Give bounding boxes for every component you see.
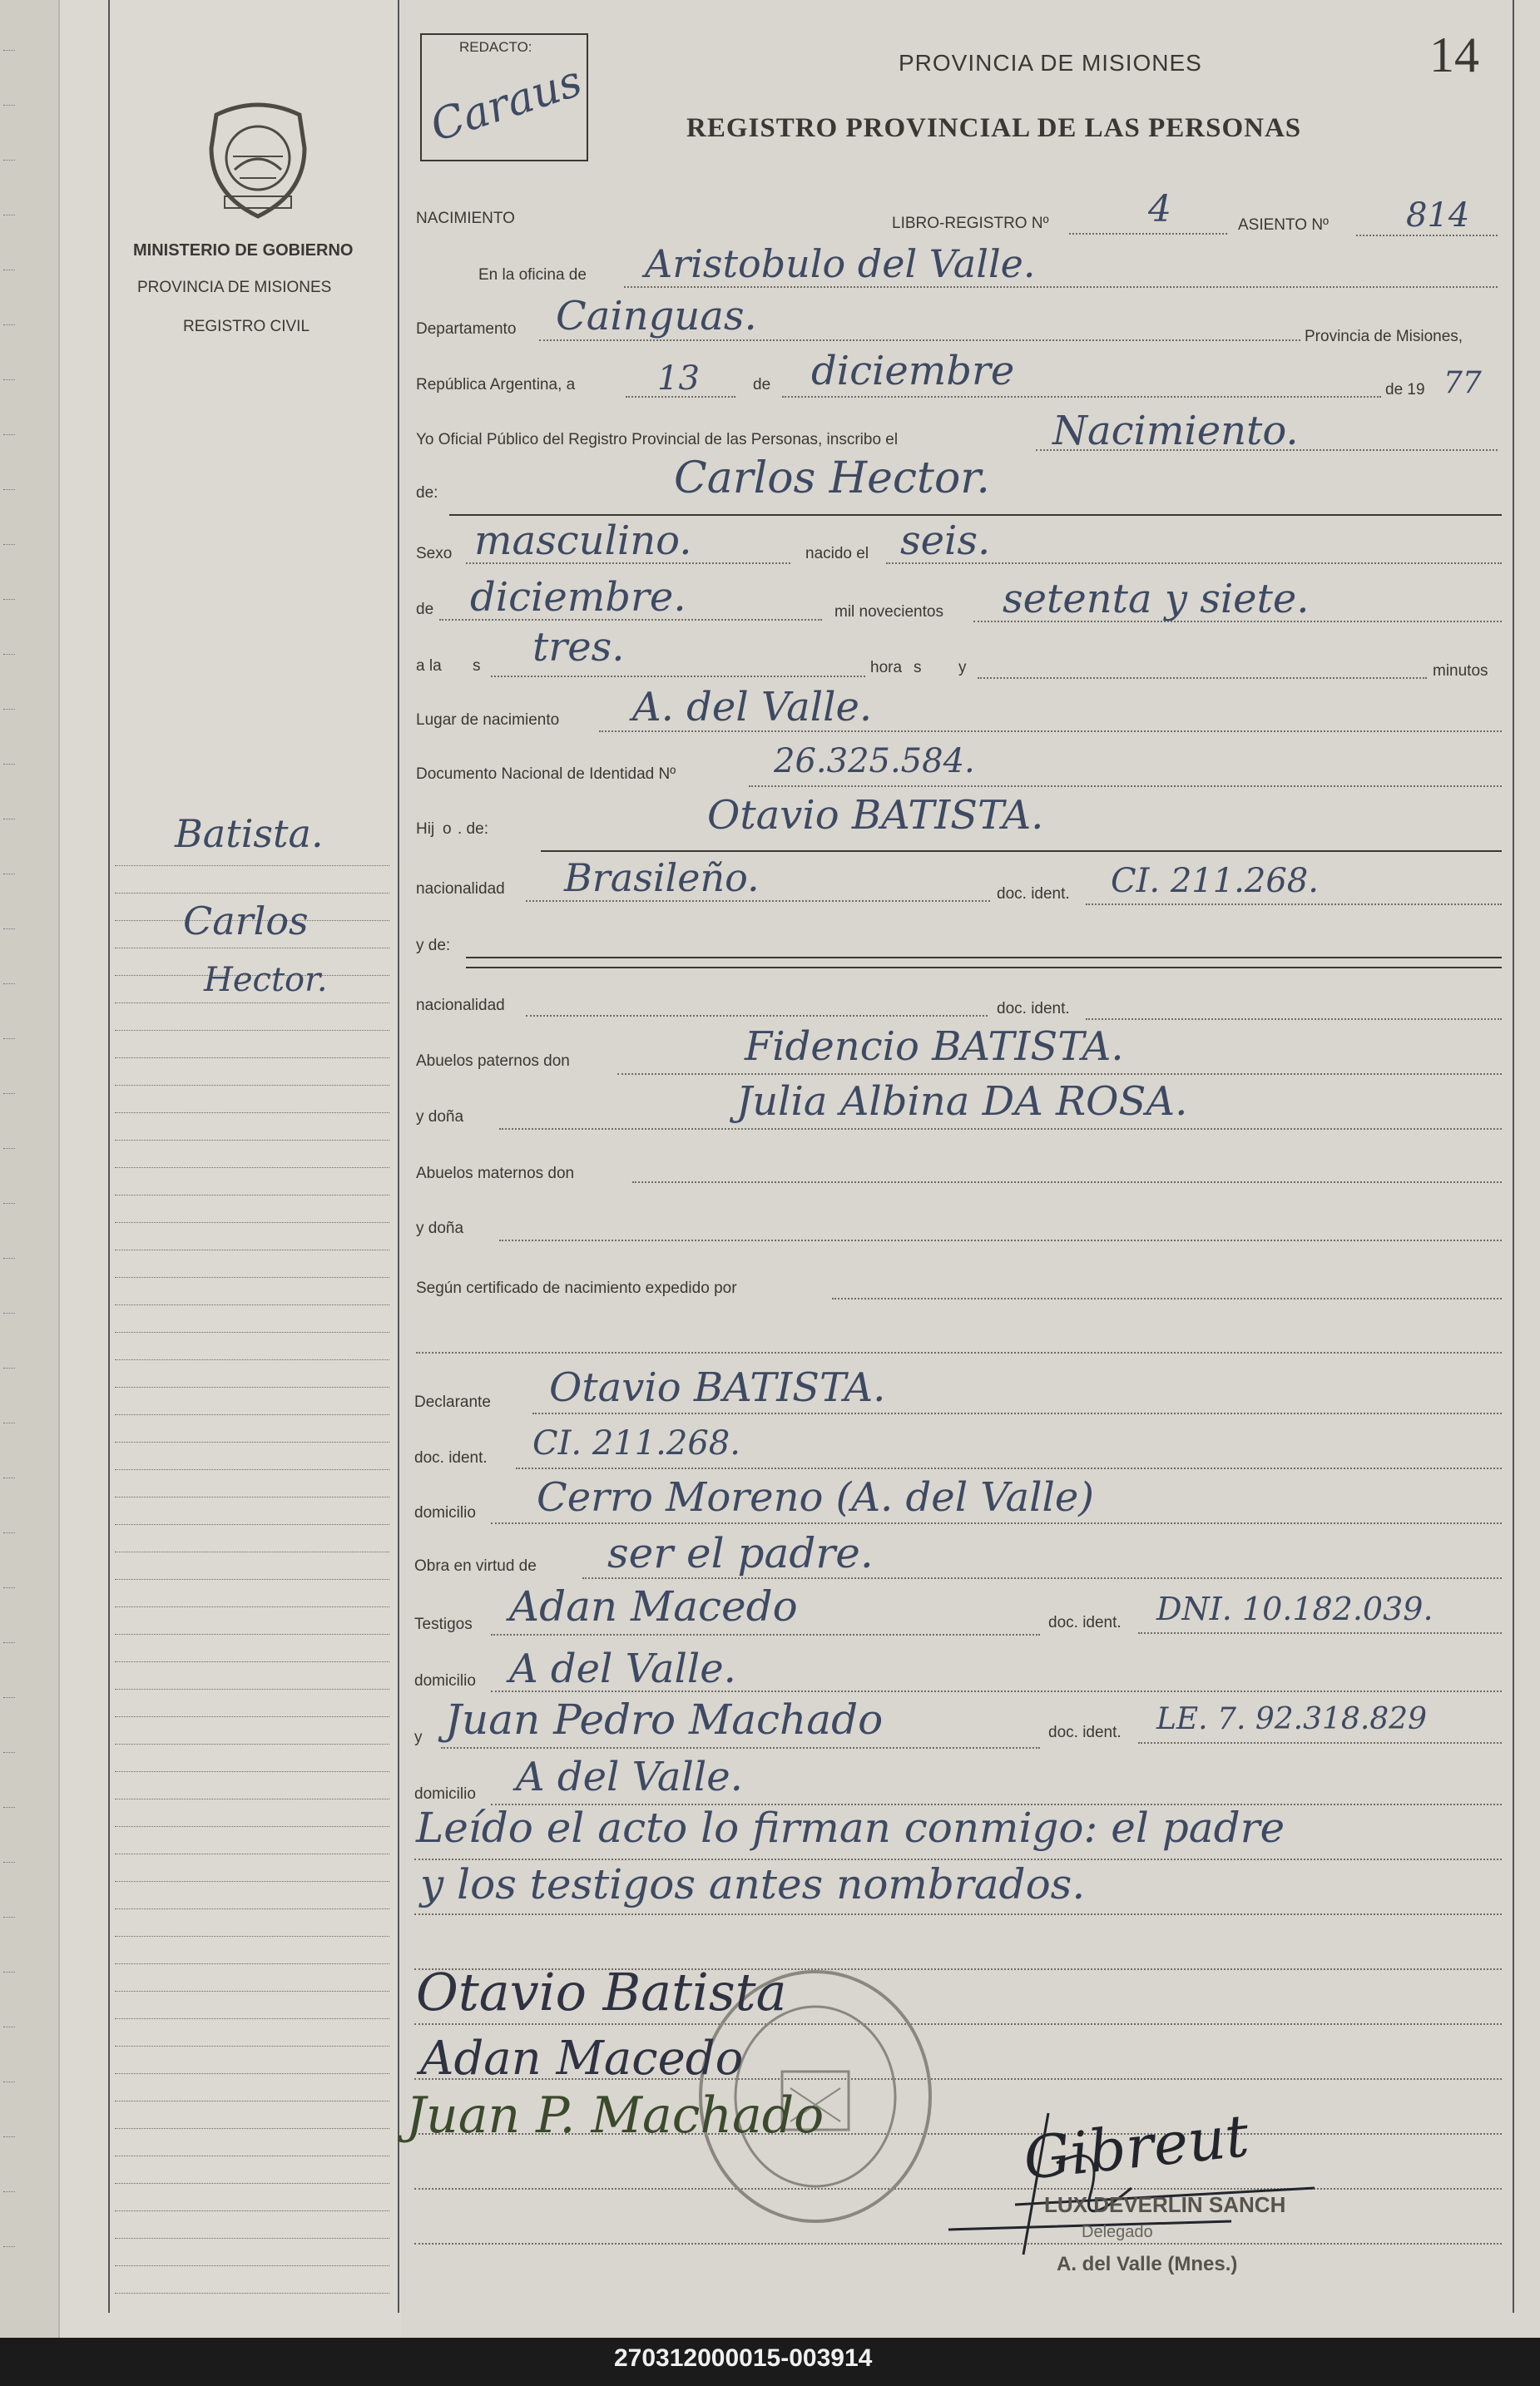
domicilio-label: domicilio bbox=[414, 1504, 476, 1522]
y2-label: y bbox=[414, 1729, 423, 1746]
nombre-value: Carlos Hector. bbox=[674, 453, 990, 503]
stub-rule bbox=[3, 1093, 15, 1094]
de3-label: de bbox=[416, 601, 434, 618]
margin-rule bbox=[115, 1442, 389, 1443]
document-id-footer: 270312000015-003914 bbox=[614, 2344, 873, 2372]
margin-rule bbox=[115, 1057, 389, 1058]
stamp-line-1: LUX DEVERLIN SANCH bbox=[1044, 2192, 1286, 2217]
margin-given-name-2: Hector. bbox=[204, 961, 328, 999]
stub-rule bbox=[3, 1642, 15, 1643]
declarante-value: Otavio BATISTA. bbox=[549, 1364, 886, 1411]
yde-label: y de: bbox=[416, 937, 451, 954]
civil-registry-label: REGISTRO CIVIL bbox=[183, 318, 310, 335]
official-signature-stroke-icon bbox=[915, 2063, 1331, 2280]
abuelos-mat-label: Abuelos maternos don bbox=[416, 1165, 575, 1182]
nacionalidad2-label: nacionalidad bbox=[416, 997, 505, 1014]
ydona-label: y doña bbox=[416, 1108, 464, 1126]
previous-page-edge bbox=[0, 0, 60, 2338]
dia-value: 13 bbox=[657, 359, 700, 398]
departamento-value: Cainguas. bbox=[556, 293, 757, 339]
margin-right-rule bbox=[398, 0, 399, 2313]
abuelos-pat-label: Abuelos paternos don bbox=[416, 1052, 570, 1070]
closing-line-1: Leído el acto lo firman conmigo: el padre bbox=[416, 1804, 1285, 1852]
signature-father: Otavio Batista bbox=[416, 1962, 787, 2022]
margin-rule bbox=[115, 2128, 389, 2129]
redacto-signature: Caraus bbox=[424, 56, 588, 152]
margin-rule bbox=[115, 893, 389, 894]
test2-doc-value: LE. 7. 92.318.829 bbox=[1156, 1702, 1427, 1736]
margin-rule bbox=[115, 1469, 389, 1470]
signature-witness-2: Juan P. Machado bbox=[406, 2087, 824, 2145]
margin-rule bbox=[115, 1826, 389, 1827]
margin-rule bbox=[115, 1524, 389, 1525]
hora-s: s bbox=[914, 659, 922, 676]
margin-rule bbox=[115, 2073, 389, 2074]
hijo-o: o bbox=[443, 820, 452, 838]
oficial-label: Yo Oficial Público del Registro Provincial de las Personas, inscribo el bbox=[416, 431, 899, 448]
signature-official: Gibreut bbox=[1020, 2101, 1252, 2193]
nacionalidad-label: nacionalidad bbox=[416, 880, 505, 898]
margin-rule bbox=[115, 1908, 389, 1909]
stub-rule bbox=[3, 1148, 15, 1149]
domicilio3-label: domicilio bbox=[414, 1785, 476, 1803]
closing-line-2: y los testigos antes nombrados. bbox=[420, 1860, 1086, 1908]
stub-rule bbox=[3, 1313, 15, 1314]
stub-rule bbox=[3, 1697, 15, 1698]
margin-rule bbox=[115, 1387, 389, 1388]
stub-rule bbox=[3, 1038, 15, 1039]
domicilio-value: Cerro Moreno (A. del Valle) bbox=[537, 1474, 1095, 1521]
margin-surname: Batista. bbox=[175, 811, 324, 856]
sexo-value: masculino. bbox=[474, 517, 692, 564]
doc-ident-label: doc. ident. bbox=[997, 885, 1070, 903]
provincia-label: Provincia de Misiones, bbox=[1305, 328, 1463, 345]
dni-label: Documento Nacional de Identidad Nº bbox=[416, 765, 676, 783]
ministry-label: MINISTERIO DE GOBIERNO bbox=[133, 241, 354, 260]
oficina-label: En la oficina de bbox=[478, 266, 587, 284]
stub-rule bbox=[3, 489, 15, 490]
stub-rule bbox=[3, 1862, 15, 1863]
obra-label: Obra en virtud de bbox=[414, 1557, 537, 1575]
padre-value: Otavio BATISTA. bbox=[707, 792, 1044, 839]
abuelo-pat-value: Fidencio BATISTA. bbox=[745, 1023, 1124, 1070]
signature-witness-1: Adan Macedo bbox=[420, 2032, 744, 2086]
anio-label: de 19 bbox=[1385, 381, 1425, 398]
stub-rule bbox=[3, 599, 15, 600]
nacimiento-label: NACIMIENTO bbox=[416, 210, 515, 227]
mes-value: diciembre bbox=[811, 348, 1015, 394]
certificado-label: Según certificado de nacimiento expedido por bbox=[416, 1280, 737, 1297]
margin-rule bbox=[115, 865, 389, 866]
stub-rule bbox=[3, 1972, 15, 1973]
y-label: y bbox=[958, 659, 967, 676]
margin-rule bbox=[115, 1332, 389, 1333]
margin-rule bbox=[115, 2018, 389, 2019]
margin-left-rule bbox=[108, 0, 110, 2313]
page-right-rule bbox=[1513, 0, 1514, 2313]
margin-rule bbox=[115, 1030, 389, 1031]
margin-rule bbox=[115, 2046, 389, 2047]
margin-rule bbox=[115, 1771, 389, 1772]
margin-rule bbox=[115, 1936, 389, 1937]
margin-rule bbox=[115, 1606, 389, 1607]
nacido-label: nacido el bbox=[805, 545, 869, 562]
stub-rule bbox=[3, 1258, 15, 1259]
decl-doc-value: CI. 211.268. bbox=[532, 1424, 740, 1463]
asiento-label: ASIENTO Nº bbox=[1238, 216, 1329, 234]
stub-rule bbox=[3, 983, 15, 984]
libro-label: LIBRO-REGISTRO Nº bbox=[892, 215, 1049, 232]
province-seal-icon bbox=[200, 98, 316, 223]
stub-rule bbox=[3, 709, 15, 710]
testigos-label: Testigos bbox=[414, 1616, 473, 1633]
margin-rule bbox=[115, 2183, 389, 2184]
stamp-line-2: Delegado bbox=[1082, 2223, 1153, 2241]
margin-rule bbox=[115, 1002, 389, 1003]
dni-value: 26.325.584. bbox=[774, 742, 975, 780]
hora-value: tres. bbox=[532, 624, 625, 671]
stub-rule bbox=[3, 1752, 15, 1753]
stub-rule bbox=[3, 1368, 15, 1369]
header-province: PROVINCIA DE MISIONES bbox=[899, 50, 1202, 76]
margin-rule bbox=[115, 2265, 389, 2266]
stub-rule bbox=[3, 324, 15, 325]
margin-rule bbox=[115, 1167, 389, 1168]
margin-rule bbox=[115, 1634, 389, 1635]
inscribo-value: Nacimiento. bbox=[1052, 408, 1299, 454]
hora-label: hora bbox=[870, 659, 903, 676]
test1-doc-label: doc. ident. bbox=[1048, 1614, 1122, 1631]
asiento-value: 814 bbox=[1406, 196, 1470, 235]
lugar-value: A. del Valle. bbox=[632, 684, 873, 730]
margin-rule bbox=[115, 1881, 389, 1882]
declarante-label: Declarante bbox=[414, 1393, 491, 1411]
margin-rule bbox=[115, 1085, 389, 1086]
de2-label: de: bbox=[416, 484, 438, 502]
oficina-value: Aristobulo del Valle. bbox=[645, 241, 1036, 286]
hijo-de: . de: bbox=[458, 820, 488, 838]
test1-doc-value: DNI. 10.182.039. bbox=[1156, 1591, 1434, 1627]
stub-rule bbox=[3, 379, 15, 380]
margin-rule bbox=[115, 1222, 389, 1223]
margin-rule bbox=[115, 2293, 389, 2294]
nacionalidad-value: Brasileño. bbox=[564, 855, 760, 900]
stub-rule bbox=[3, 1203, 15, 1204]
stub-rule bbox=[3, 2191, 15, 2192]
stub-rule bbox=[3, 1807, 15, 1808]
mil-label: mil novecientos bbox=[834, 603, 943, 621]
decl-doc-label: doc. ident. bbox=[414, 1449, 488, 1467]
libro-value: 4 bbox=[1148, 188, 1171, 230]
margin-rule bbox=[115, 1744, 389, 1745]
margin-rule bbox=[115, 1277, 389, 1278]
stub-rule bbox=[3, 2136, 15, 2137]
padre-doc: CI. 211.268. bbox=[1111, 862, 1319, 900]
margin-rule bbox=[115, 1579, 389, 1580]
anio-nac-value: setenta y siete. bbox=[1003, 576, 1310, 622]
margin-rule bbox=[115, 1991, 389, 1992]
republica-label: República Argentina, a bbox=[416, 376, 576, 394]
stub-rule bbox=[3, 764, 15, 765]
margin-given-name: Carlos bbox=[183, 898, 309, 943]
doc-ident2-label: doc. ident. bbox=[997, 1000, 1070, 1017]
margin-rule bbox=[115, 1689, 389, 1690]
mes-nac-value: diciembre. bbox=[470, 574, 686, 621]
domicilio3-value: A del Valle. bbox=[516, 1754, 743, 1800]
stub-rule bbox=[3, 2246, 15, 2247]
departamento-label: Departamento bbox=[416, 320, 517, 338]
margin-rule bbox=[115, 2210, 389, 2211]
obra-value: ser el padre. bbox=[607, 1529, 874, 1577]
stub-rule bbox=[3, 1532, 15, 1533]
margin-rule bbox=[115, 1963, 389, 1964]
province-label: PROVINCIA DE MISIONES bbox=[137, 279, 332, 296]
margin-rule bbox=[115, 1112, 389, 1113]
margin-rule bbox=[115, 1359, 389, 1360]
hijo-label: Hij bbox=[416, 820, 435, 838]
stub-rule bbox=[3, 928, 15, 929]
stub-rule bbox=[3, 50, 15, 51]
stub-rule bbox=[3, 1587, 15, 1588]
header-registry: REGISTRO PROVINCIAL DE LAS PERSONAS bbox=[686, 113, 1302, 143]
redacto-label: REDACTO: bbox=[459, 39, 532, 55]
stub-rule bbox=[3, 105, 15, 106]
test2-doc-label: doc. ident. bbox=[1048, 1724, 1122, 1741]
lugar-label: Lugar de nacimiento bbox=[416, 711, 560, 729]
testigo1-value: Adan Macedo bbox=[509, 1582, 798, 1631]
stub-rule bbox=[3, 434, 15, 435]
alas-label: a la bbox=[416, 657, 442, 675]
stub-rule bbox=[3, 160, 15, 161]
margin-rule bbox=[115, 1414, 389, 1415]
alas-s: s bbox=[473, 657, 481, 675]
margin-rule bbox=[115, 2238, 389, 2239]
margin-rule bbox=[115, 1304, 389, 1305]
abuela-pat-value: Julia Albina DA ROSA. bbox=[736, 1078, 1188, 1125]
domicilio2-value: A del Valle. bbox=[509, 1646, 736, 1692]
margin-rule bbox=[115, 1140, 389, 1141]
page-number: 14 bbox=[1429, 27, 1479, 82]
stub-rule bbox=[3, 1917, 15, 1918]
stub-rule bbox=[3, 654, 15, 655]
sexo-label: Sexo bbox=[416, 545, 453, 562]
de-label: de bbox=[753, 376, 771, 394]
stamp-line-3: A. del Valle (Mnes.) bbox=[1057, 2253, 1238, 2275]
anio-value: 77 bbox=[1443, 366, 1482, 400]
domicilio2-label: domicilio bbox=[414, 1672, 476, 1690]
margin-rule bbox=[115, 1661, 389, 1662]
nacido-value: seis. bbox=[900, 517, 991, 564]
minutos-label: minutos bbox=[1433, 662, 1488, 680]
margin-column bbox=[60, 0, 401, 2338]
stub-rule bbox=[3, 544, 15, 545]
testigo2-value: Juan Pedro Machado bbox=[445, 1695, 884, 1744]
margin-rule bbox=[115, 1716, 389, 1717]
ydona2-label: y doña bbox=[416, 1220, 464, 1237]
